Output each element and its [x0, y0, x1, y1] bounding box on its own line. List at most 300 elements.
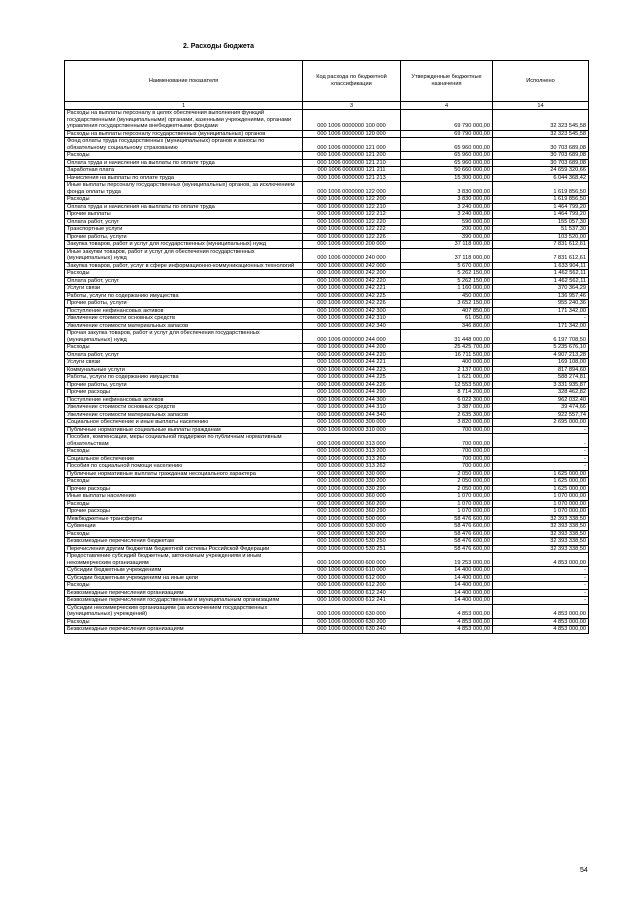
row-name: Поступление нефинансовых активов: [65, 396, 303, 404]
table-row: [65, 538, 589, 546]
row-code: 000 1006 0000000 244 200: [303, 344, 401, 352]
row-code: 000 1006 0000000 244 221: [303, 359, 401, 367]
column-number: 1: [65, 102, 303, 110]
row-code: 000 1006 0000000 360 290: [303, 508, 401, 516]
table-row: [65, 448, 589, 456]
row-executed: 1 464 799,20: [493, 211, 589, 219]
row-executed: 5 235 676,10: [493, 344, 589, 352]
row-approved: 69 790 000,00: [401, 130, 493, 138]
row-name: Расходы: [65, 500, 303, 508]
row-code: 000 1006 0000000 121 211: [303, 167, 401, 175]
row-approved: 61 050,00: [401, 315, 493, 323]
row-approved: 3 830 000,00: [401, 196, 493, 204]
table-row: [65, 366, 589, 374]
row-approved: 58 476 600,00: [401, 538, 493, 546]
table-row: [65, 604, 589, 618]
row-executed: -: [493, 455, 589, 463]
row-code: 000 1006 0000000 530 251: [303, 545, 401, 553]
row-executed: 1 633 904,11: [493, 262, 589, 270]
table-row: [65, 470, 589, 478]
row-code: 000 1006 0000000 313 200: [303, 448, 401, 456]
row-approved: 3 820 000,00: [401, 419, 493, 427]
row-executed: -: [493, 448, 589, 456]
row-name: Фонд оплаты труда государственных (муниципальных) органов и взносы по обязательному социальному страхованию: [65, 138, 303, 152]
row-approved: 15 300 000,00: [401, 174, 493, 182]
row-name: Расходы: [65, 448, 303, 456]
table-row: [65, 167, 589, 175]
row-name: Иные выплаты персоналу государственных (муниципальных) органов, за исключением фонда оплаты труда: [65, 182, 303, 196]
row-name: Расходы на выплаты персоналу государственных (муниципальных) органов: [65, 130, 303, 138]
row-approved: 5 262 150,00: [401, 270, 493, 278]
row-code: 000 1006 0000000 122 222: [303, 226, 401, 234]
table-row: [65, 485, 589, 493]
row-code: 000 1006 0000000 200 000: [303, 241, 401, 249]
table-row: [65, 618, 589, 626]
row-code: 000 1006 0000000 122 210: [303, 203, 401, 211]
row-name: Услуги связи: [65, 359, 303, 367]
table-row: [65, 307, 589, 315]
row-approved: 3 830 000,00: [401, 182, 493, 196]
row-executed: 24 659 320,66: [493, 167, 589, 175]
row-executed: 1 464 799,20: [493, 203, 589, 211]
row-approved: 390 000,00: [401, 233, 493, 241]
table-row: [65, 434, 589, 448]
row-code: 000 1006 0000000 244 225: [303, 374, 401, 382]
row-approved: 5 262 150,00: [401, 277, 493, 285]
row-code: 000 1006 0000000 121 200: [303, 152, 401, 160]
row-name: Поступление нефинансовых активов: [65, 307, 303, 315]
row-name: Прочие выплаты: [65, 211, 303, 219]
row-code: 000 1006 0000000 120 000: [303, 130, 401, 138]
row-name: Коммунальные услуги: [65, 366, 303, 374]
table-row: [65, 404, 589, 412]
table-row: [65, 270, 589, 278]
row-name: Безвозмездные перечисления организациям: [65, 589, 303, 597]
row-name: Публичные нормативные социальные выплаты гражданам: [65, 426, 303, 434]
table-row: [65, 277, 589, 285]
table-row: [65, 330, 589, 344]
row-name: Начисления на выплаты по оплате труда: [65, 174, 303, 182]
column-number: 3: [303, 102, 401, 110]
row-code: 000 1006 0000000 612 200: [303, 582, 401, 590]
table-row: [65, 174, 589, 182]
row-approved: 2 050 000,00: [401, 470, 493, 478]
row-name: Безвозмездные перечисления государственным и муниципальным организациям: [65, 597, 303, 605]
row-approved: 14 400 000,00: [401, 597, 493, 605]
table-row: [65, 500, 589, 508]
table-row: [65, 455, 589, 463]
table-row: [65, 515, 589, 523]
table-row: [65, 211, 589, 219]
table-row: [65, 182, 589, 196]
row-approved: 400 000,00: [401, 359, 493, 367]
row-approved: 2 050 000,00: [401, 478, 493, 486]
row-approved: 3 240 000,00: [401, 211, 493, 219]
row-executed: 7 831 612,61: [493, 241, 589, 249]
row-approved: 346 800,00: [401, 322, 493, 330]
expenses-table: [64, 60, 589, 634]
row-name: Расходы: [65, 196, 303, 204]
row-executed: 171 342,00: [493, 307, 589, 315]
row-approved: 700 000,00: [401, 455, 493, 463]
row-code: 000 1006 0000000 244 226: [303, 381, 401, 389]
row-executed: 30 703 689,08: [493, 159, 589, 167]
table-row: [65, 130, 589, 138]
row-approved: 2 137 000,00: [401, 366, 493, 374]
row-code: 000 1006 0000000 122 000: [303, 182, 401, 196]
row-executed: 1 625 000,00: [493, 485, 589, 493]
row-code: 000 1006 0000000 244 310: [303, 404, 401, 412]
row-code: 000 1006 0000000 242 220: [303, 277, 401, 285]
row-approved: 65 960 000,00: [401, 152, 493, 160]
row-executed: 1 070 000,00: [493, 508, 589, 516]
row-name: Оплата работ, услуг: [65, 218, 303, 226]
row-name: Пособия, компенсации, меры социальной поддержки по публичным нормативным обязательствам: [65, 434, 303, 448]
row-executed: 328 462,82: [493, 389, 589, 397]
row-code: 000 1006 0000000 242 225: [303, 292, 401, 300]
row-executed: 1 625 000,00: [493, 478, 589, 486]
table-row: [65, 553, 589, 567]
row-name: Заработная плата: [65, 167, 303, 175]
row-executed: 30 703 689,08: [493, 152, 589, 160]
row-approved: 14 400 000,00: [401, 582, 493, 590]
row-executed: 32 323 545,58: [493, 130, 589, 138]
row-executed: 6 197 708,50: [493, 330, 589, 344]
table-row: [65, 110, 589, 131]
row-code: 000 1006 0000000 630 240: [303, 626, 401, 634]
row-code: 000 1006 0000000 100 000: [303, 110, 401, 131]
row-executed: 922 557,74: [493, 411, 589, 419]
row-approved: 450 000,00: [401, 292, 493, 300]
row-approved: 2 635 300,00: [401, 411, 493, 419]
row-name: Публичные нормативные выплаты гражданам несоциального характера: [65, 470, 303, 478]
row-name: Прочие работы, услуги: [65, 233, 303, 241]
row-executed: 30 703 689,08: [493, 138, 589, 152]
row-approved: 58 476 600,00: [401, 530, 493, 538]
row-code: 000 1006 0000000 242 340: [303, 322, 401, 330]
row-approved: 1 070 000,00: [401, 508, 493, 516]
table-row: [65, 396, 589, 404]
row-approved: 4 853 000,00: [401, 604, 493, 618]
row-approved: 31 448 000,00: [401, 330, 493, 344]
table-row: [65, 292, 589, 300]
table-row: [65, 344, 589, 352]
row-executed: 817 894,60: [493, 366, 589, 374]
row-approved: 3 240 000,00: [401, 203, 493, 211]
row-approved: 37 118 000,00: [401, 241, 493, 249]
row-name: Иные закупки товаров, работ и услуг для обеспечения государственных (муниципальных) нужд: [65, 248, 303, 262]
row-approved: 2 050 000,00: [401, 485, 493, 493]
row-name: Субвенции: [65, 523, 303, 531]
header-row: [65, 61, 589, 102]
row-code: 000 1006 0000000 121 210: [303, 159, 401, 167]
table-row: [65, 138, 589, 152]
row-executed: 39 474,66: [493, 404, 589, 412]
table-row: [65, 582, 589, 590]
row-name: Расходы: [65, 344, 303, 352]
row-approved: 37 118 000,00: [401, 248, 493, 262]
row-code: 000 1006 0000000 122 212: [303, 211, 401, 219]
row-code: 000 1006 0000000 330 000: [303, 470, 401, 478]
row-code: 000 1006 0000000 242 221: [303, 285, 401, 293]
row-executed: 32 393 338,50: [493, 530, 589, 538]
table-row: [65, 381, 589, 389]
row-name: Прочие расходы: [65, 508, 303, 516]
row-executed: 32 393 338,50: [493, 523, 589, 531]
row-code: 000 1006 0000000 244 340: [303, 411, 401, 419]
row-name: Расходы: [65, 582, 303, 590]
row-code: 000 1006 0000000 500 000: [303, 515, 401, 523]
header-code: Код расхода по бюджетной классификации: [303, 61, 401, 102]
row-executed: -: [493, 315, 589, 323]
table-row: [65, 374, 589, 382]
row-name: Оплата труда и начисления на выплаты по оплате труда: [65, 203, 303, 211]
row-approved: 58 476 600,00: [401, 515, 493, 523]
row-name: Пособия по социальной помощи населению: [65, 463, 303, 471]
row-code: 000 1006 0000000 244 223: [303, 366, 401, 374]
row-executed: -: [493, 597, 589, 605]
row-approved: 1 160 000,00: [401, 285, 493, 293]
row-name: Расходы: [65, 618, 303, 626]
row-code: 000 1006 0000000 240 000: [303, 248, 401, 262]
row-executed: 155 057,30: [493, 218, 589, 226]
table-row: [65, 545, 589, 553]
row-name: Закупка товаров, работ и услуг для государственных (муниципальных) нужд: [65, 241, 303, 249]
row-approved: 200 000,00: [401, 226, 493, 234]
header-approved: Утвержденные бюджетные назначения: [401, 61, 493, 102]
table-row: [65, 567, 589, 575]
row-code: 000 1006 0000000 610 000: [303, 567, 401, 575]
table-row: [65, 262, 589, 270]
row-name: Субсидии бюджетным учреждениям на иные цели: [65, 574, 303, 582]
header-name: Наименование показателя: [65, 61, 303, 102]
table-row: [65, 419, 589, 427]
row-approved: 25 425 700,00: [401, 344, 493, 352]
row-executed: 32 323 545,58: [493, 110, 589, 131]
row-approved: 3 652 150,00: [401, 300, 493, 308]
row-name: Расходы на выплаты персоналу в целях обеспечения выполнения функций государственными (муниципальными) органами, казенными учреждениями, органами управления государственными внебюджетными фондами: [65, 110, 303, 131]
row-code: 000 1006 0000000 122 220: [303, 218, 401, 226]
row-approved: 65 960 000,00: [401, 159, 493, 167]
row-approved: 8 714 200,00: [401, 389, 493, 397]
row-code: 000 1006 0000000 122 226: [303, 233, 401, 241]
row-approved: 19 253 000,00: [401, 553, 493, 567]
row-code: 000 1006 0000000 330 200: [303, 478, 401, 486]
table-row: [65, 359, 589, 367]
row-code: 000 1006 0000000 612 000: [303, 574, 401, 582]
row-name: Закупка товаров, работ, услуг в сфере информационно-коммуникационных технологий: [65, 262, 303, 270]
row-approved: 590 000,00: [401, 218, 493, 226]
row-executed: 1 070 000,00: [493, 493, 589, 501]
row-approved: 700 000,00: [401, 434, 493, 448]
row-approved: 58 476 600,00: [401, 545, 493, 553]
row-approved: 1 621 000,00: [401, 374, 493, 382]
row-code: 000 1006 0000000 242 310: [303, 315, 401, 323]
table-row: [65, 218, 589, 226]
row-executed: 4 907 213,28: [493, 351, 589, 359]
column-number: 4: [401, 102, 493, 110]
row-executed: 103 520,00: [493, 233, 589, 241]
row-name: Прочие работы, услуги: [65, 381, 303, 389]
row-executed: 171 342,00: [493, 322, 589, 330]
row-executed: 1 462 562,11: [493, 277, 589, 285]
row-name: Безвозмездные перечисления организациям: [65, 626, 303, 634]
row-code: 000 1006 0000000 530 200: [303, 530, 401, 538]
row-approved: 12 553 500,00: [401, 381, 493, 389]
row-executed: 7 831 612,61: [493, 248, 589, 262]
row-code: 000 1006 0000000 612 241: [303, 597, 401, 605]
table-row: [65, 152, 589, 160]
row-executed: 4 853 000,00: [493, 626, 589, 634]
row-approved: 700 000,00: [401, 448, 493, 456]
table-row: [65, 315, 589, 323]
row-executed: 955 240,36: [493, 300, 589, 308]
row-code: 000 1006 0000000 630 000: [303, 604, 401, 618]
row-executed: 1 619 856,50: [493, 182, 589, 196]
row-executed: -: [493, 574, 589, 582]
table-row: [65, 196, 589, 204]
row-approved: 14 400 000,00: [401, 574, 493, 582]
row-executed: 1 070 000,00: [493, 500, 589, 508]
row-approved: 65 960 000,00: [401, 138, 493, 152]
row-name: Социальное обеспечение: [65, 455, 303, 463]
table-row: [65, 351, 589, 359]
row-name: Прочие расходы: [65, 389, 303, 397]
row-executed: -: [493, 589, 589, 597]
row-executed: 32 393 338,50: [493, 538, 589, 546]
table-row: [65, 411, 589, 419]
row-executed: 3 331 935,87: [493, 381, 589, 389]
row-code: 000 1006 0000000 310 000: [303, 426, 401, 434]
row-name: Услуги связи: [65, 285, 303, 293]
row-approved: 5 670 000,00: [401, 262, 493, 270]
row-code: 000 1006 0000000 244 290: [303, 389, 401, 397]
row-code: 000 1006 0000000 313 000: [303, 434, 401, 448]
table-body: [65, 110, 589, 634]
table-row: [65, 300, 589, 308]
row-approved: 700 000,00: [401, 463, 493, 471]
row-code: 000 1006 0000000 121 000: [303, 138, 401, 152]
row-code: 000 1006 0000000 313 260: [303, 455, 401, 463]
table-row: [65, 493, 589, 501]
row-approved: 1 070 000,00: [401, 500, 493, 508]
row-code: 000 1006 0000000 244 220: [303, 351, 401, 359]
row-code: 000 1006 0000000 244 300: [303, 396, 401, 404]
table-row: [65, 285, 589, 293]
row-code: 000 1006 0000000 530 000: [303, 523, 401, 531]
row-name: Расходы: [65, 478, 303, 486]
row-code: 000 1006 0000000 121 213: [303, 174, 401, 182]
row-approved: 14 400 000,00: [401, 567, 493, 575]
row-executed: 2 695 000,00: [493, 419, 589, 427]
row-approved: 6 022 300,00: [401, 396, 493, 404]
row-executed: 136 957,46: [493, 292, 589, 300]
row-code: 000 1006 0000000 630 200: [303, 618, 401, 626]
row-name: Межбюджетные трансферты: [65, 515, 303, 523]
row-approved: 1 070 000,00: [401, 493, 493, 501]
row-approved: 4 853 000,00: [401, 618, 493, 626]
row-name: Увеличение стоимости основных средств: [65, 404, 303, 412]
row-name: Увеличение стоимости материальных запасов: [65, 411, 303, 419]
row-name: Оплата работ, услуг: [65, 277, 303, 285]
header-executed: Исполнено: [493, 61, 589, 102]
row-code: 000 1006 0000000 242 300: [303, 307, 401, 315]
row-executed: 370 364,29: [493, 285, 589, 293]
row-executed: 962 032,40: [493, 396, 589, 404]
row-name: Увеличение стоимости основных средств: [65, 315, 303, 323]
row-name: Оплата работ, услуг: [65, 351, 303, 359]
row-approved: 407 850,00: [401, 307, 493, 315]
row-name: Расходы: [65, 152, 303, 160]
column-number-row: [65, 102, 589, 110]
row-approved: 58 476 600,00: [401, 523, 493, 531]
page-number: 54: [580, 867, 588, 874]
table-row: [65, 426, 589, 434]
row-name: Транспортные услуги: [65, 226, 303, 234]
table-row: [65, 589, 589, 597]
row-name: Иные выплаты населению: [65, 493, 303, 501]
table-row: [65, 241, 589, 249]
row-name: Прочие работы, услуги: [65, 300, 303, 308]
table-row: [65, 530, 589, 538]
row-code: 000 1006 0000000 612 240: [303, 589, 401, 597]
row-name: Субсидии некоммерческим организациям (за исключением государственных (муниципальных) учреждений): [65, 604, 303, 618]
row-approved: 69 790 000,00: [401, 110, 493, 131]
row-code: 000 1006 0000000 330 290: [303, 485, 401, 493]
row-code: 000 1006 0000000 530 250: [303, 538, 401, 546]
table-row: [65, 233, 589, 241]
row-code: 000 1006 0000000 242 226: [303, 300, 401, 308]
row-executed: -: [493, 434, 589, 448]
row-name: Работы, услуги по содержанию имущества: [65, 292, 303, 300]
row-executed: 169 108,00: [493, 359, 589, 367]
row-name: Предоставление субсидий бюджетным, автономным учреждениям и иным некоммерческим организациям: [65, 553, 303, 567]
table-row: [65, 248, 589, 262]
row-executed: -: [493, 426, 589, 434]
row-name: Субсидии бюджетным учреждениям: [65, 567, 303, 575]
row-executed: 1 619 856,50: [493, 196, 589, 204]
row-executed: 4 853 000,00: [493, 553, 589, 567]
row-executed: 4 853 000,00: [493, 604, 589, 618]
section-title: 2. Расходы бюджета: [183, 43, 254, 50]
row-name: Увеличение стоимости материальных запасов: [65, 322, 303, 330]
table-row: [65, 626, 589, 634]
row-name: Перечисления другим бюджетам бюджетной системы Российской Федерации: [65, 545, 303, 553]
row-approved: 50 660 000,00: [401, 167, 493, 175]
row-code: 000 1006 0000000 600 000: [303, 553, 401, 567]
table-row: [65, 159, 589, 167]
row-name: Социальное обеспечение и иные выплаты населению: [65, 419, 303, 427]
row-code: 000 1006 0000000 300 000: [303, 419, 401, 427]
table-row: [65, 574, 589, 582]
row-name: Оплата труда и начисления на выплаты по оплате труда: [65, 159, 303, 167]
table-row: [65, 508, 589, 516]
row-executed: 4 853 000,00: [493, 618, 589, 626]
row-executed: -: [493, 582, 589, 590]
table-row: [65, 203, 589, 211]
table-row: [65, 478, 589, 486]
row-executed: 1 625 000,00: [493, 470, 589, 478]
row-approved: 16 711 500,00: [401, 351, 493, 359]
row-executed: 32 393 338,50: [493, 515, 589, 523]
table-row: [65, 322, 589, 330]
row-executed: 588 274,81: [493, 374, 589, 382]
row-executed: -: [493, 463, 589, 471]
row-name: Работы, услуги по содержанию имущества: [65, 374, 303, 382]
row-code: 000 1006 0000000 360 000: [303, 493, 401, 501]
table-row: [65, 463, 589, 471]
row-name: Безвозмездные перечисления бюджетам: [65, 538, 303, 546]
